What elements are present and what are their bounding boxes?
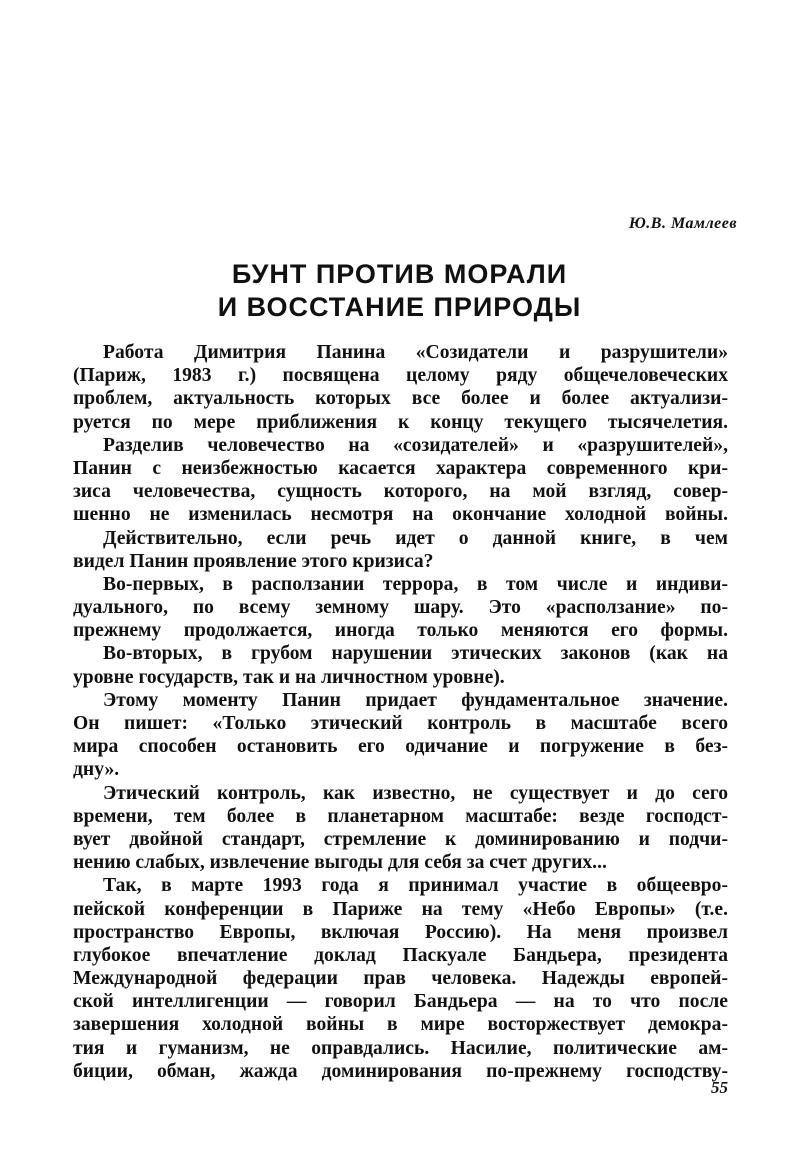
body-line: мира способен остановить его одичание и погружение в без-	[73, 736, 728, 758]
body-line: Этический контроль, как известно, не существует и до сего	[103, 782, 728, 804]
article-body	[73, 341, 728, 1083]
body-line: Во-вторых, в грубом нарушении этических законов (как на	[103, 643, 728, 665]
body-line: Во-первых, в расползании террора, в том числе и индиви-	[103, 573, 728, 595]
body-line: биции, обман, жажда доминирования по-прежнему господству-	[73, 1060, 728, 1082]
body-line: проблем, актуальность которых все более и более актуализи-	[73, 388, 728, 410]
article-title	[0, 258, 799, 324]
body-line: пейской конференции в Париже на тему «Небо Европы» (т.е.	[73, 898, 728, 920]
body-line: прежнему продолжается, иногда только меняются его формы.	[73, 620, 728, 642]
body-line: (Париж, 1983 г.) посвящена целому ряду общечеловеческих	[73, 365, 728, 387]
author-name: Ю.В. Мамлеев	[628, 215, 737, 232]
title-line-2: И ВОССТАНИЕ ПРИРОДЫ	[217, 292, 582, 322]
body-line: руется по мере приближения к концу текущего тысячелетия.	[73, 411, 728, 433]
body-line: Разделив человечество на «созидателей» и «разрушителей»,	[103, 434, 728, 456]
body-line: Работа Димитрия Панина «Созидатели и разрушители»	[103, 342, 728, 363]
body-line: уровне государств, так и на личностном уровне).	[73, 666, 505, 688]
title-line-1: БУНТ ПРОТИВ МОРАЛИ	[231, 259, 568, 289]
body-line: Международной федерации прав человека. Надежды европей-	[73, 968, 728, 990]
body-line: пространство Европы, включая Россию). На меня произвел	[73, 921, 728, 943]
body-line: времени, тем более в планетарном масштабе: везде господст-	[73, 805, 728, 827]
body-line: тия и гуманизм, не оправдались. Насилие, политические ам-	[73, 1037, 728, 1059]
body-line: нению слабых, извлечение выгоды для себя за счет других...	[73, 852, 607, 874]
body-line: дуального, по всему земному шару. Это «расползание» по-	[73, 597, 728, 619]
body-line: шенно не изменилась несмотря на окончание холодной войны.	[73, 504, 728, 526]
body-line: Действительно, если речь идет о данной книге, в чем	[103, 527, 728, 549]
page-number: 55	[711, 1078, 728, 1097]
body-line: Он пишет: «Только этический контроль в масштабе всего	[73, 713, 728, 734]
body-line: завершения холодной войны в мире восторжествует демокра-	[73, 1014, 728, 1036]
body-line: Так, в марте 1993 года я принимал участие в общеевро-	[103, 875, 728, 897]
body-line: видел Панин проявление этого кризиса?	[73, 550, 434, 572]
body-line: ской интеллигенции — говорил Бандьера — на то что после	[73, 991, 728, 1013]
body-line: Панин с неизбежностью касается характера современного кри-	[73, 457, 728, 479]
body-line: вует двойной стандарт, стремление к доминированию и подчи-	[73, 828, 728, 850]
body-line: глубокое впечатление доклад Паскуале Бандьера, президента	[73, 944, 728, 966]
body-line: зиса человечества, сущность которого, на мой взгляд, совер-	[73, 481, 728, 503]
body-line: Этому моменту Панин придает фундаментальное значение.	[103, 689, 728, 711]
body-line: дну».	[73, 759, 120, 781]
